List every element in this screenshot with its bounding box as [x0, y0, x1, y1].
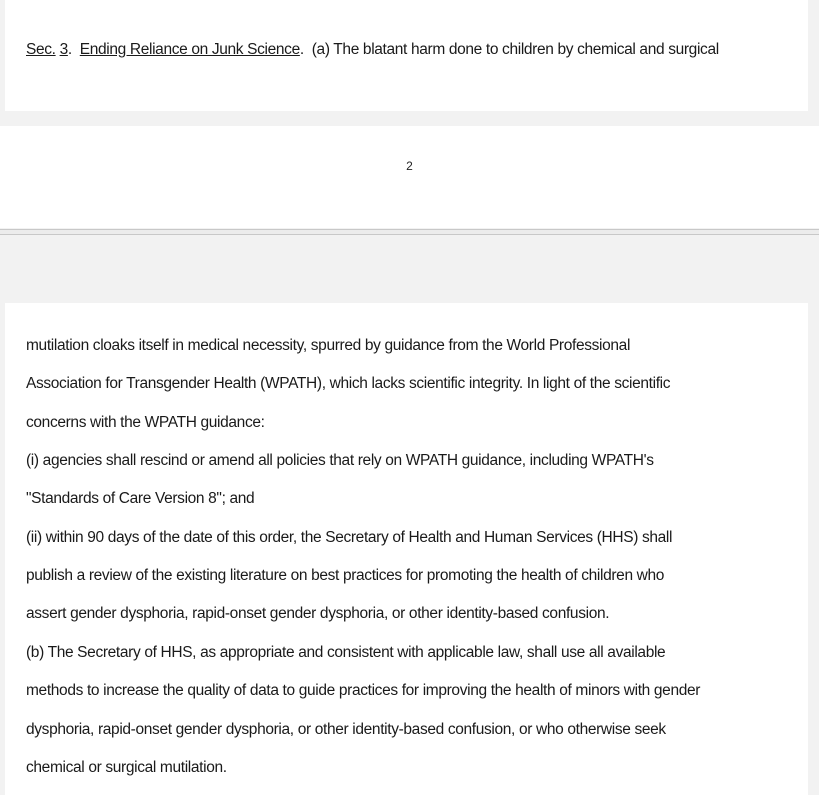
- body-line: assert gender dysphoria, rapid-onset gender dysphoria, or other identity-based confusion.: [26, 605, 610, 622]
- body-line: Association for Transgender Health (WPATH), which lacks scientific integrity. In light of the scientific: [26, 375, 671, 392]
- body-line: "Standards of Care Version 8"; and: [26, 490, 255, 507]
- body-line: chemical or surgical mutilation.: [26, 759, 227, 776]
- body-line: (b) The Secretary of HHS, as appropriate and consistent with applicable law, shall use all available: [26, 644, 666, 661]
- document-page-top: [5, 0, 808, 111]
- section-number-period: .: [67, 41, 72, 58]
- section-heading-line: [26, 40, 719, 60]
- body-line: concerns with the WPATH guidance:: [26, 414, 265, 431]
- section-title: Ending Reliance on Junk Science: [79, 41, 300, 58]
- body-line: mutilation cloaks itself in medical necessity, spurred by guidance from the World Professional: [26, 337, 631, 354]
- body-line: methods to increase the quality of data to guide practices for improving the health of minors with gender: [26, 682, 701, 699]
- page-number: 2: [406, 159, 413, 173]
- body-line: (i) agencies shall rescind or amend all policies that rely on WPATH guidance, including WPATH's: [26, 452, 654, 469]
- body-line: dysphoria, rapid-onset gender dysphoria, or other identity-based confusion, or who otherwise seek: [26, 721, 666, 738]
- page-footer: [0, 126, 819, 228]
- section-lead-text: (a) The blatant harm done to children by chemical and surgical: [311, 41, 719, 58]
- body-line: (ii) within 90 days of the date of this order, the Secretary of Health and Human Services (HHS) shall: [26, 529, 673, 546]
- page-break-divider: [0, 229, 819, 235]
- section-label: Sec.: [26, 41, 56, 58]
- section-number: 3: [59, 41, 68, 58]
- body-line: publish a review of the existing literature on best practices for promoting the health of children who: [26, 567, 665, 584]
- document-page-main: [5, 303, 808, 795]
- section-title-period: .: [299, 41, 304, 58]
